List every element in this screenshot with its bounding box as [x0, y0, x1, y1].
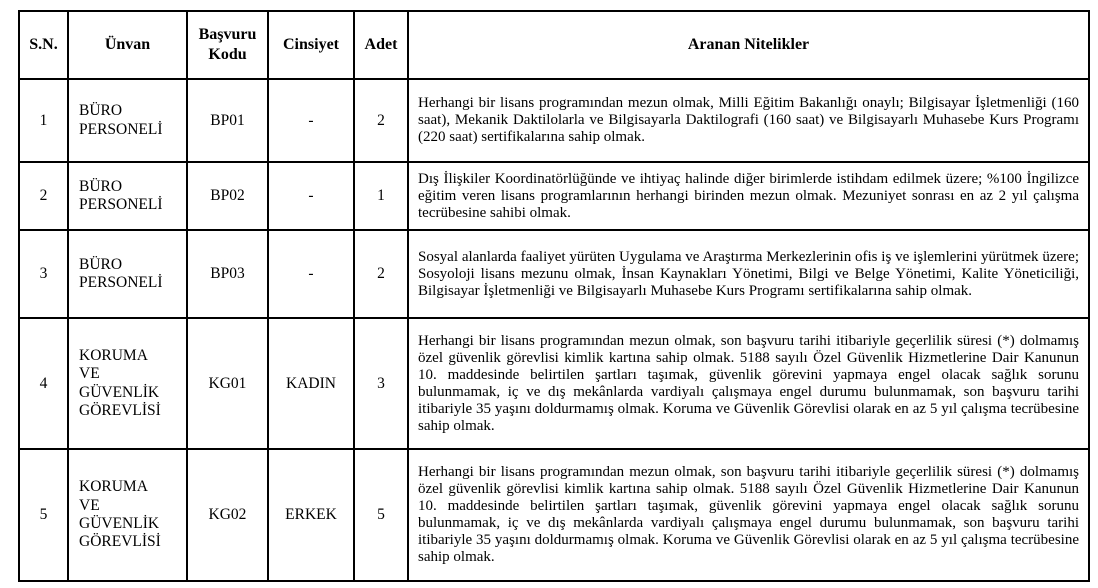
header-qualifications: Aranan Nitelikler: [408, 11, 1089, 79]
cell-count: 1: [354, 162, 408, 230]
cell-title: BÜRO PERSONELİ: [68, 162, 187, 230]
header-serial-number: S.N.: [19, 11, 68, 79]
cell-gender: ERKEK: [268, 449, 354, 581]
cell-qualifications: Sosyal alanlarda faaliyet yürüten Uygulama ve Araştırma Merkezlerinin ofis iş ve işlemlerini yürütmek üzere; Sosyoloji lisans mezunu olmak, İnsan Kaynakları Yönetimi, Bilgi ve Belge Yönetimi, Kalite Yöneticiliği, Bilgisayar İşletmenliği ve Bilgisayarlı Muhasebe Kurs Programı sertifikalarına sahip olmak.: [408, 230, 1089, 318]
cell-application-code: KG01: [187, 318, 268, 449]
table-row: [19, 318, 1089, 449]
cell-serial-number: 4: [19, 318, 68, 449]
cell-qualifications: Herhangi bir lisans programından mezun olmak, son başvuru tarihi itibariyle geçerlilik süresi (*) dolmamış özel güvenlik görevlisi kimlik kartına sahip olmak. 5188 sayılı Özel Güvenlik Hizmetlerine Dair Kanunun 10. maddesinde belirtilen şartları taşımak, güvenlik görevini yapmaya engel olacak sağlık sorunu bulunmamak, iç ve dış mekânlarda vardiyalı çalışmaya engel durumu bulunmamak, son başvuru tarihi itibariyle 35 yaşını doldurmamış olmak. Koruma ve Güvenlik Görevlisi olarak en az 5 yıl çalışma tecrübesine sahip olmak.: [408, 449, 1089, 581]
cell-gender: KADIN: [268, 318, 354, 449]
table-row: [19, 162, 1089, 230]
cell-application-code: BP03: [187, 230, 268, 318]
table-header-row: [19, 11, 1089, 79]
table-row: [19, 79, 1089, 162]
cell-qualifications: Herhangi bir lisans programından mezun olmak, Milli Eğitim Bakanlığı onaylı; Bilgisayar İşletmenliği (160 saat), Mekanik Daktilolarla ve Bilgisayarla Daktilografi (160 saat) ve Bilgisayarlı Muhasebe Kurs Programı (220 saat) sertifikalarına sahip olmak.: [408, 79, 1089, 162]
cell-qualifications: Dış İlişkiler Koordinatörlüğünde ve ihtiyaç halinde diğer birimlerde istihdam edilmek üzere; %100 İngilizce eğitim veren lisans programlarının herhangi birinden mezun olmak. Mezuniyet sonrası en az 2 yıl çalışma tecrübesine sahibi olmak.: [408, 162, 1089, 230]
cell-serial-number: 5: [19, 449, 68, 581]
cell-count: 3: [354, 318, 408, 449]
cell-gender: -: [268, 79, 354, 162]
cell-gender: -: [268, 230, 354, 318]
cell-count: 2: [354, 79, 408, 162]
table-row: [19, 449, 1089, 581]
cell-application-code: BP01: [187, 79, 268, 162]
cell-title: KORUMA VE GÜVENLİK GÖREVLİSİ: [68, 449, 187, 581]
cell-gender: -: [268, 162, 354, 230]
cell-serial-number: 1: [19, 79, 68, 162]
header-count: Adet: [354, 11, 408, 79]
cell-title: BÜRO PERSONELİ: [68, 230, 187, 318]
cell-application-code: BP02: [187, 162, 268, 230]
header-title: Ünvan: [68, 11, 187, 79]
cell-count: 2: [354, 230, 408, 318]
job-positions-table: [18, 10, 1090, 582]
cell-serial-number: 2: [19, 162, 68, 230]
cell-serial-number: 3: [19, 230, 68, 318]
cell-application-code: KG02: [187, 449, 268, 581]
table-row: [19, 230, 1089, 318]
cell-title: BÜRO PERSONELİ: [68, 79, 187, 162]
header-gender: Cinsiyet: [268, 11, 354, 79]
cell-title: KORUMA VE GÜVENLİK GÖREVLİSİ: [68, 318, 187, 449]
cell-qualifications: Herhangi bir lisans programından mezun olmak, son başvuru tarihi itibariyle geçerlilik süresi (*) dolmamış özel güvenlik görevlisi kimlik kartına sahip olmak. 5188 sayılı Özel Güvenlik Hizmetlerine Dair Kanunun 10. maddesinde belirtilen şartları taşımak, güvenlik görevini yapmaya engel olacak sağlık sorunu bulunmamak, iç ve dış mekânlarda vardiyalı çalışmaya engel durumu bulunmamak, son başvuru tarihi itibariyle 35 yaşını doldurmamış olmak. Koruma ve Güvenlik Görevlisi olarak en az 5 yıl çalışma tecrübesine sahip olmak.: [408, 318, 1089, 449]
header-application-code: Başvuru Kodu: [187, 11, 268, 79]
cell-count: 5: [354, 449, 408, 581]
